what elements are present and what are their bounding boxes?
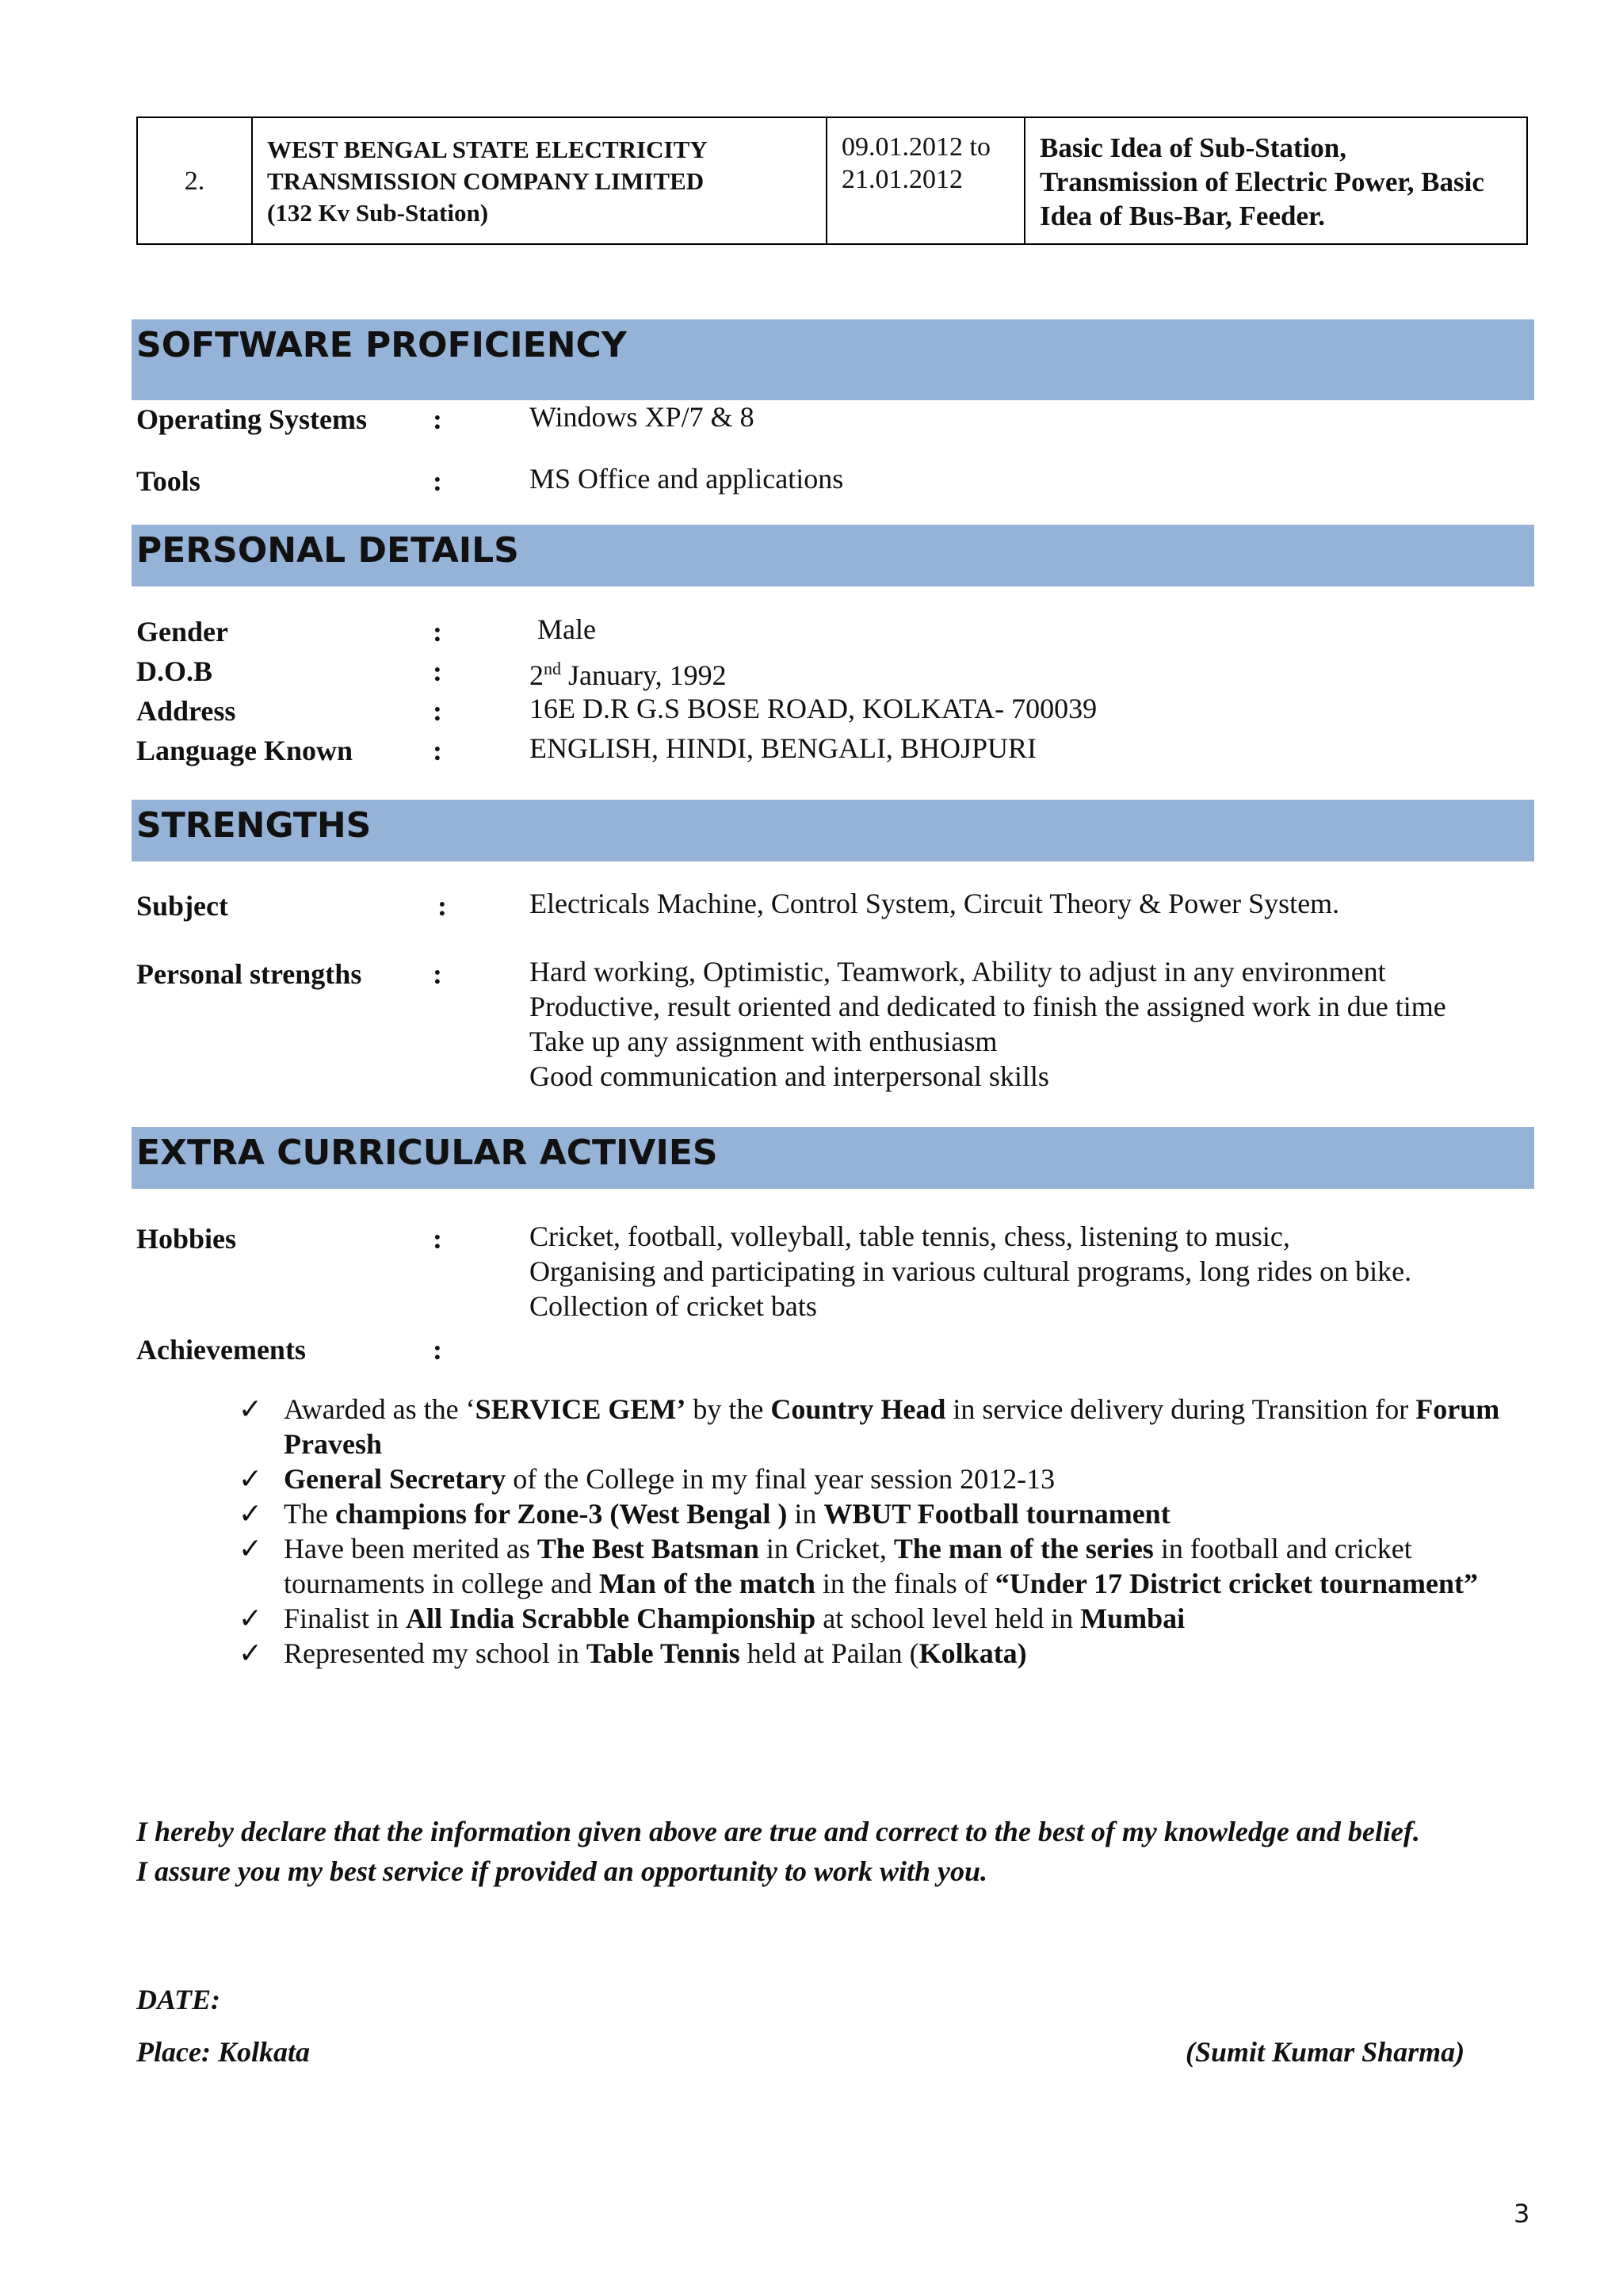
ach-text: in Cricket, [758,1533,894,1564]
company-line: TRANSMISSION COMPANY LIMITED [267,167,705,195]
colon: : [437,890,447,922]
check-icon: ✓ [238,1463,263,1495]
list-item [235,1392,1534,1461]
ach-text: held at Pailan ( [739,1637,919,1669]
ach-text: Awarded as the ‘ [284,1393,475,1425]
label-hobbies: Hobbies [136,1223,237,1255]
ach-bold: Table Tennis [586,1637,740,1669]
colon: : [433,616,442,648]
table-row [137,117,1527,244]
hobby-line: Organising and participating in various cultural programs, long rides on bike. [529,1255,1412,1287]
section-heading-extra: EXTRA CURRICULAR ACTIVIES [136,1133,718,1173]
section-heading-personal: PERSONAL DETAILS [136,530,519,571]
list-item [235,1531,1534,1601]
ach-bold: Kolkata) [918,1637,1027,1669]
ach-bold: Mumbai [1080,1603,1186,1634]
colon: : [433,403,442,435]
value-subject: Electricals Machine, Control System, Circuit Theory & Power System. [529,888,1340,919]
list-item [235,1636,1534,1671]
strength-line: Hard working, Optimistic, Teamwork, Ability to adjust in any environment [529,956,1386,988]
ach-bold: Forum Pravesh [284,1393,1500,1460]
label-operating-systems: Operating Systems [136,403,367,435]
section-heading-software: SOFTWARE PROFICIENCY [136,325,627,365]
hobby-line: Collection of cricket bats [529,1290,817,1322]
value-dob [529,651,727,693]
ach-text: in the finals of [815,1568,995,1599]
ach-text: Represented my school in [284,1637,586,1669]
ach-bold: Man of the match [598,1568,815,1599]
label-achievements: Achievements [136,1334,306,1366]
ach-bold: Country Head [770,1393,946,1425]
colon: : [433,1334,442,1366]
hobby-line: Cricket, football, volleyball, table tennis, chess, listening to music, [529,1221,1290,1252]
ach-bold: SERVICE GEM’ [475,1393,686,1425]
value-tools: MS Office and applications [529,463,844,495]
declaration [136,1812,1420,1891]
duration-line: 09.01.2012 to [842,132,991,162]
check-icon: ✓ [238,1498,263,1530]
ach-text: by the [685,1393,771,1425]
serial-number: 2. [184,166,205,196]
ach-text: of the College in my final year session 2012-13 [506,1463,1056,1495]
topic-cell [1025,117,1527,244]
label-language: Language Known [136,735,353,766]
topic-line: Transmission of Electric Power, Basic [1040,166,1484,197]
strength-line: Productive, result oriented and dedicated to finish the assigned work in due time [529,991,1446,1022]
check-icon: ✓ [238,1393,263,1425]
strength-line: Good communication and interpersonal skills [529,1060,1049,1092]
serial-cell [137,117,252,244]
value-gender: Male [537,613,596,645]
duration-line: 21.01.2012 [842,165,963,194]
ach-bold: “Under 17 District cricket tournament” [995,1568,1479,1599]
colon: : [433,958,442,990]
ach-bold: The man of the series [893,1533,1154,1564]
signature: (Sumit Kumar Sharma) [1186,2036,1465,2068]
ach-text: Have been merited as [284,1533,537,1564]
check-icon: ✓ [238,1603,263,1634]
declaration-line: I assure you my best service if provided an opportunity to work with you. [136,1855,988,1887]
company-line: WEST BENGAL STATE ELECTRICITY [267,136,708,163]
label-address: Address [136,695,236,727]
duration-cell [827,117,1025,244]
ach-text: in [787,1498,824,1530]
dob-rest: January, 1992 [561,659,727,691]
value-language: ENGLISH, HINDI, BENGALI, BHOJPURI [529,732,1037,764]
ach-bold: All India Scrabble Championship [406,1603,816,1634]
list-item [235,1496,1534,1531]
ach-bold: champions for Zone-3 (West Bengal ) [334,1498,788,1530]
company-cell [252,117,827,244]
page-number: 3 [1514,2199,1530,2229]
section-heading-strengths: STRENGTHS [136,805,372,846]
ach-text: Finalist in [284,1603,407,1634]
company-line: (132 Kv Sub-Station) [267,199,489,227]
ach-bold: General Secretary [284,1463,506,1495]
colon: : [433,655,442,687]
place-label: Place: Kolkata [136,2036,310,2068]
ach-bold: The Best Batsman [537,1533,759,1564]
topic-line: Idea of Bus-Bar, Feeder. [1040,201,1326,231]
value-personal-strengths [529,954,1446,1094]
colon: : [433,695,442,727]
declaration-line: I hereby declare that the information given above are true and correct to the best of my knowledge and belief. [136,1816,1420,1847]
achievements-list [235,1392,1534,1671]
label-tools: Tools [136,465,200,497]
topic-line: Basic Idea of Sub-Station, [1040,132,1347,163]
colon: : [433,1223,442,1255]
dob-suffix: nd [544,659,561,678]
value-address: 16E D.R G.S BOSE ROAD, KOLKATA- 700039 [529,693,1098,724]
label-gender: Gender [136,616,228,648]
value-operating-systems: Windows XP/7 & 8 [529,401,754,433]
dob-day: 2 [529,659,544,691]
colon: : [433,465,442,497]
label-dob: D.O.B [136,655,213,687]
label-subject: Subject [136,890,228,922]
ach-text: in service delivery during Transition for [945,1393,1416,1425]
ach-text: The [284,1498,335,1530]
colon: : [433,735,442,766]
ach-text: at school level held in [815,1603,1081,1634]
check-icon: ✓ [238,1533,263,1564]
training-table [136,117,1528,245]
label-personal-strengths: Personal strengths [136,958,362,990]
ach-bold: WBUT Football tournament [823,1498,1170,1530]
date-label: DATE: [136,1984,221,2015]
list-item [235,1601,1534,1636]
ach-text: in football and cricket tournaments in college and [284,1533,1412,1599]
list-item [235,1461,1534,1496]
value-hobbies [529,1219,1411,1324]
strength-line: Take up any assignment with enthusiasm [529,1026,998,1057]
check-icon: ✓ [238,1637,263,1669]
